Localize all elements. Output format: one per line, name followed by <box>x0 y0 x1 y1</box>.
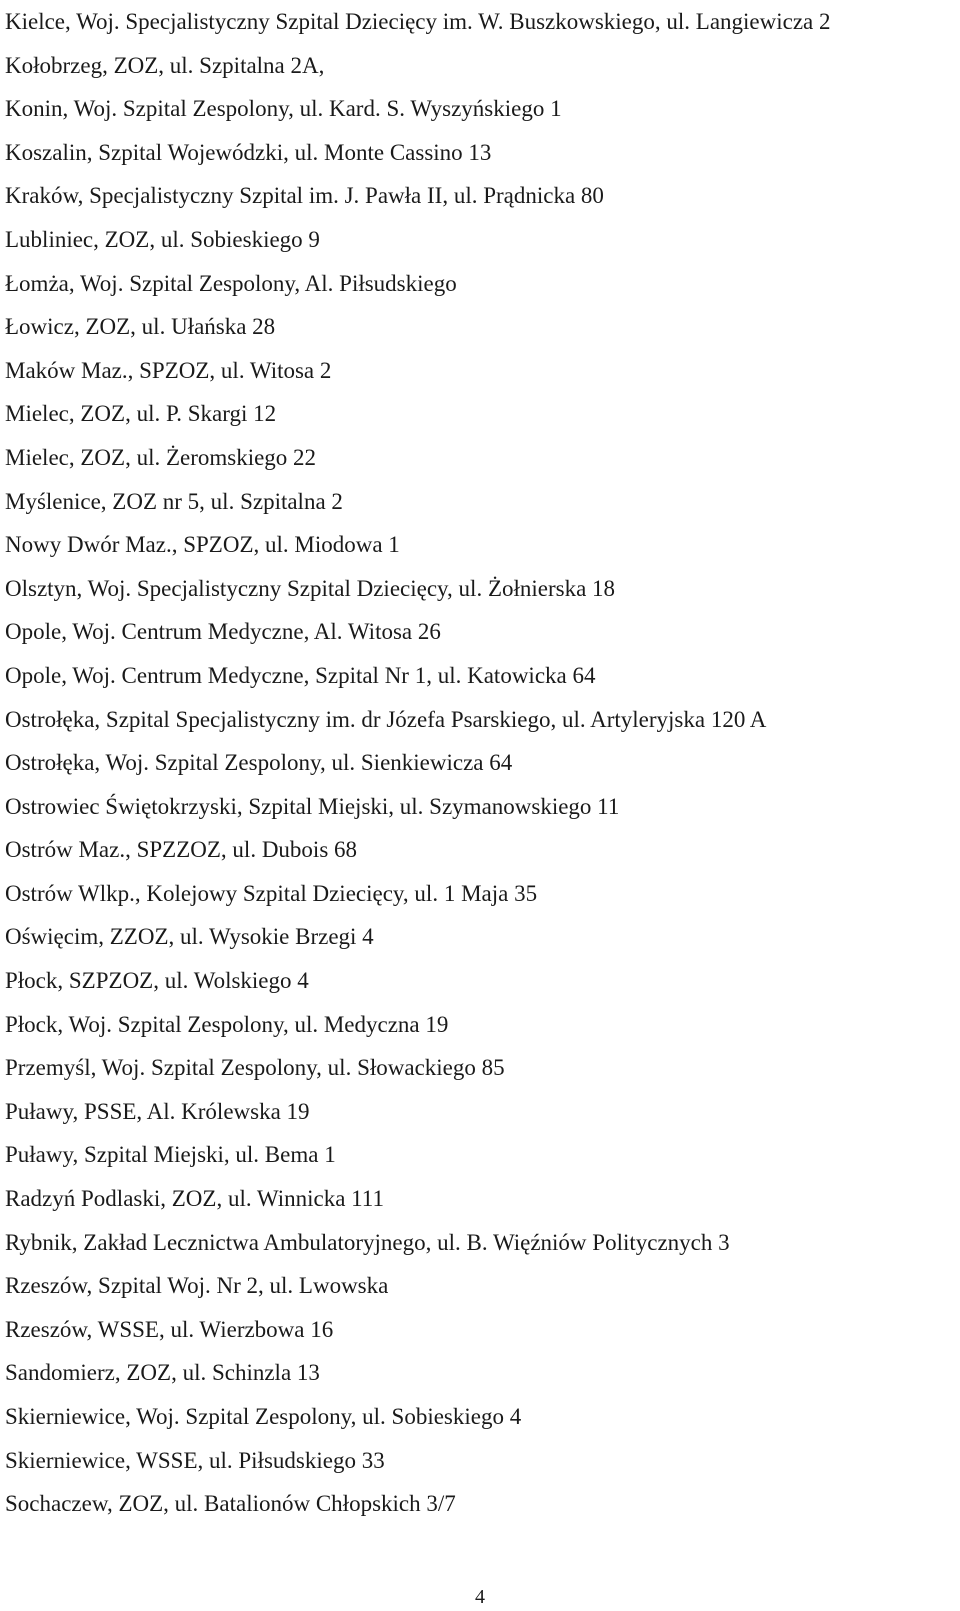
address-entry: Rybnik, Zakład Lecznictwa Ambulatoryjnego, ul. B. Więźniów Politycznych 3 <box>5 1229 730 1255</box>
address-entry: Skierniewice, WSSE, ul. Piłsudskiego 33 <box>5 1447 385 1473</box>
address-entry: Mielec, ZOZ, ul. Żeromskiego 22 <box>5 444 317 470</box>
address-entry: Puławy, PSSE, Al. Królewska 19 <box>5 1098 310 1124</box>
address-entry: Konin, Woj. Szpital Zespolony, ul. Kard. S. Wyszyńskiego 1 <box>5 96 562 122</box>
address-entry: Łomża, Woj. Szpital Zespolony, Al. Piłsudskiego <box>5 270 457 296</box>
address-entry: Rzeszów, Szpital Woj. Nr 2, ul. Lwowska <box>5 1273 389 1299</box>
address-entry: Rzeszów, WSSE, ul. Wierzbowa 16 <box>5 1316 334 1342</box>
address-entry: Olsztyn, Woj. Specjalistyczny Szpital Dziecięcy, ul. Żołnierska 18 <box>5 575 616 601</box>
address-entry: Płock, SZPZOZ, ul. Wolskiego 4 <box>5 968 309 994</box>
address-entry: Ostrów Wlkp., Kolejowy Szpital Dziecięcy, ul. 1 Maja 35 <box>5 880 538 906</box>
page-number: 4 <box>475 1586 485 1608</box>
address-entry: Mielec, ZOZ, ul. P. Skargi 12 <box>5 401 277 427</box>
address-entry: Ostrowiec Świętokrzyski, Szpital Miejski, ul. Szymanowskiego 11 <box>5 793 620 819</box>
address-entry: Skierniewice, Woj. Szpital Zespolony, ul. Sobieskiego 4 <box>5 1404 522 1429</box>
address-entry: Maków Maz., SPZOZ, ul. Witosa 2 <box>5 357 332 383</box>
address-entry: Ostrów Maz., SPZZOZ, ul. Dubois 68 <box>5 837 358 863</box>
address-entry: Puławy, Szpital Miejski, ul. Bema 1 <box>5 1142 336 1168</box>
address-entry: Koszalin, Szpital Wojewódzki, ul. Monte Cassino 13 <box>5 139 492 165</box>
address-entry: Kraków, Specjalistyczny Szpital im. J. Pawła II, ul. Prądnicka 80 <box>5 183 604 209</box>
address-entry: Nowy Dwór Maz., SPZOZ, ul. Miodowa 1 <box>5 532 400 558</box>
address-entry: Kielce, Woj. Specjalistyczny Szpital Dziecięcy im. W. Buszkowskiego, ul. Langiewicza 2 <box>5 9 831 34</box>
address-entry: Sochaczew, ZOZ, ul. Batalionów Chłopskich 3/7 <box>5 1491 456 1517</box>
address-entry: Ostrołęka, Szpital Specjalistyczny im. dr Józefa Psarskiego, ul. Artyleryjska 120 A <box>5 706 767 732</box>
address-entry: Lubliniec, ZOZ, ul. Sobieskiego 9 <box>5 226 320 252</box>
address-entry: Opole, Woj. Centrum Medyczne, Szpital Nr 1, ul. Katowicka 64 <box>5 662 596 688</box>
address-entry: Łowicz, ZOZ, ul. Ułańska 28 <box>5 314 276 340</box>
address-entry: Oświęcim, ZZOZ, ul. Wysokie Brzegi 4 <box>5 924 374 950</box>
address-entry: Sandomierz, ZOZ, ul. Schinzla 13 <box>5 1360 320 1386</box>
address-entry: Radzyń Podlaski, ZOZ, ul. Winnicka 111 <box>5 1186 384 1212</box>
address-entry: Kołobrzeg, ZOZ, ul. Szpitalna 2A, <box>5 52 325 78</box>
address-list <box>5 0 955 1526</box>
address-entry: Przemyśl, Woj. Szpital Zespolony, ul. Słowackiego 85 <box>5 1055 505 1081</box>
address-entry: Myślenice, ZOZ nr 5, ul. Szpitalna 2 <box>5 488 343 514</box>
address-entry: Ostrołęka, Woj. Szpital Zespolony, ul. Sienkiewicza 64 <box>5 750 513 776</box>
address-entry: Płock, Woj. Szpital Zespolony, ul. Medyczna 19 <box>5 1011 449 1037</box>
address-entry: Opole, Woj. Centrum Medyczne, Al. Witosa 26 <box>5 619 441 645</box>
